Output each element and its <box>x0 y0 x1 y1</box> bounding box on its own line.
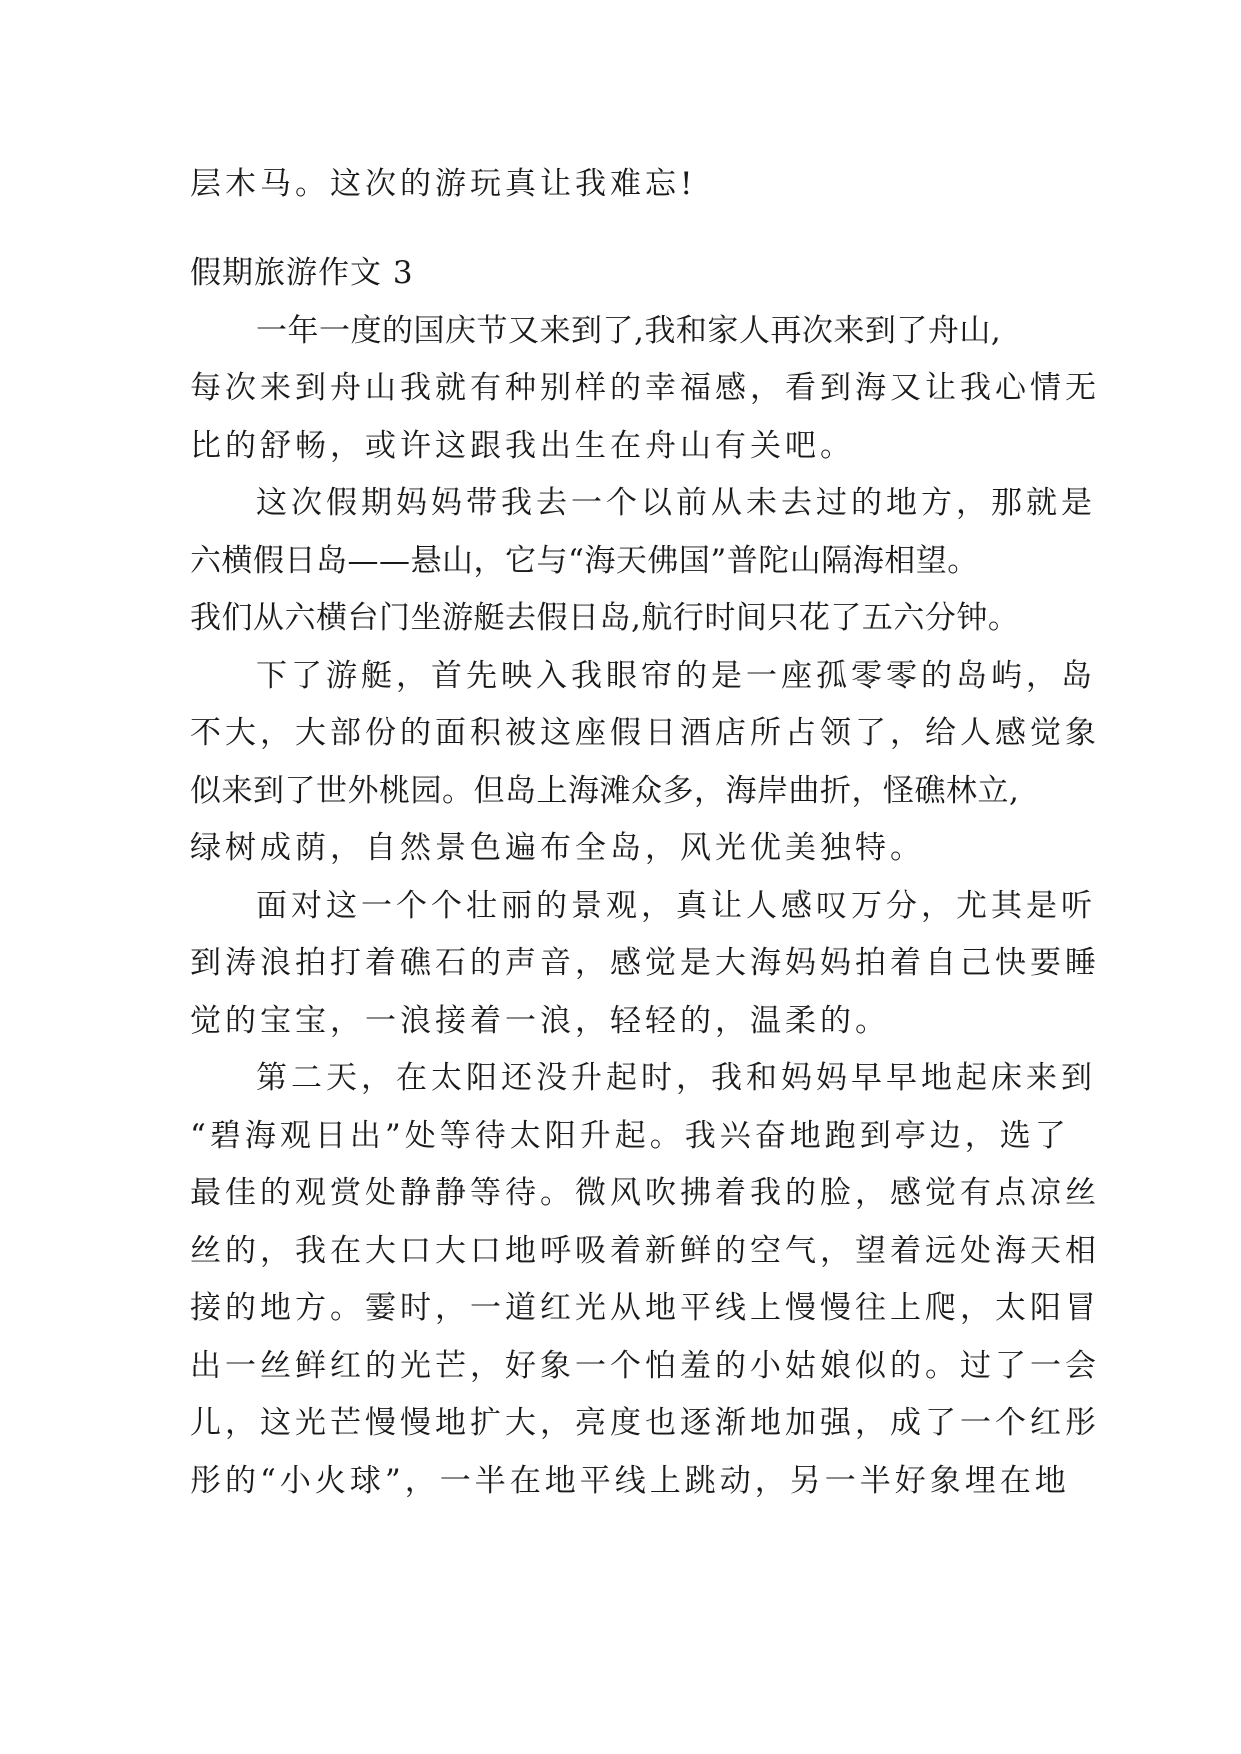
text-line: 最佳的观赏处静静等待。微风吹拂着我的脸，感觉有点凉丝 <box>190 1175 1100 1211</box>
text-line: “碧海观日出”处等待太阳升起。我兴奋地跑到亭边，选了 <box>190 1118 1070 1154</box>
text-line: 第二天，在太阳还没升起时，我和妈妈早早地起床来到 <box>256 1060 1096 1096</box>
text-line: 儿，这光芒慢慢地扩大，亮度也逐渐地加强，成了一个红彤 <box>190 1405 1100 1441</box>
text-line: 到涛浪拍打着礁石的声音，感觉是大海妈妈拍着自己快要睡 <box>190 945 1100 981</box>
text-line: 不大，大部份的面积被这座假日酒店所占领了，给人感觉象 <box>190 715 1100 751</box>
text-line: 彤的“小火球”，一半在地平线上跳动，另一半好象埋在地 <box>190 1463 1070 1499</box>
text-line: 绿树成荫，自然景色遍布全岛，风光优美独特。 <box>190 830 925 866</box>
text-line: 接的地方。霎时，一道红光从地平线上慢慢往上爬，太阳冒 <box>190 1290 1100 1326</box>
text-line: 下了游艇，首先映入我眼帘的是一座孤零零的岛屿，岛 <box>256 658 1096 694</box>
text-line: 丝的，我在大口大口地呼吸着新鲜的空气，望着远处海天相 <box>190 1233 1100 1269</box>
text-line: 一年一度的国庆节又来到了,我和家人再次来到了舟山, <box>256 313 1002 349</box>
text-line: 我们从六横台门坐游艇去假日岛,航行时间只花了五六分钟。 <box>190 600 1020 636</box>
text-line: 每次来到舟山我就有种别样的幸福感，看到海又让我心情无 <box>190 370 1100 406</box>
text-line: 这次假期妈妈带我去一个以前从未去过的地方，那就是 <box>256 485 1096 521</box>
text-line: 层木马。这次的游玩真让我难忘! <box>190 166 697 202</box>
section-title: 假期旅游作文 3 <box>190 255 414 291</box>
text-line: 面对这一个个壮丽的景观，真让人感叹万分，尤其是听 <box>256 888 1096 924</box>
text-line: 六横假日岛——悬山，它与“海天佛国”普陀山隔海相望。 <box>190 543 979 579</box>
text-line: 比的舒畅，或许这跟我出生在舟山有关吧。 <box>190 428 855 464</box>
text-line: 觉的宝宝，一浪接着一浪，轻轻的，温柔的。 <box>190 1003 890 1039</box>
text-line: 出一丝鲜红的光芒，好象一个怕羞的小姑娘似的。过了一会 <box>190 1348 1100 1384</box>
text-line: 似来到了世外桃园。但岛上海滩众多，海岸曲折，怪礁林立, <box>190 773 1020 809</box>
